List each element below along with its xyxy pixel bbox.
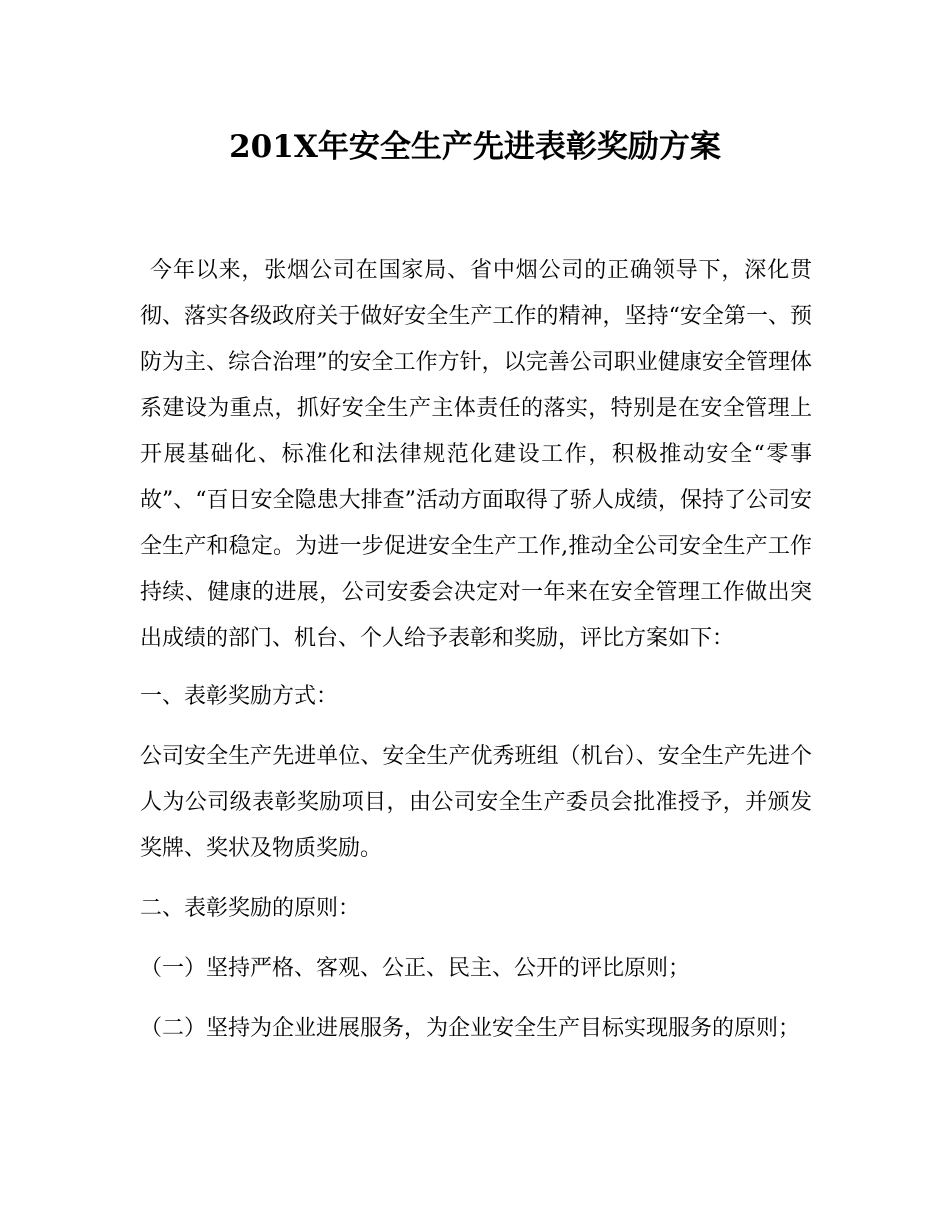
document-body <box>140 248 812 1052</box>
section-heading-award-principles: 二、表彰奖励的原则： <box>140 896 361 921</box>
intro-paragraph: 今年以来，张烟公司在国家局、省中烟公司的正确领导下，深化贯彻、落实各级政府关于做好安全生产工作的精神，坚持“安全第一、预防为主、综合治理”的安全工作方针，以完善公司职业健康安全管理体系建设为重点，抓好安全生产主体责任的落实，特别是在安全管理上开展基础化、标准化和法律规范化建设工作，积极推动安全“零事故”、“百日安全隐患大排查”活动方面取得了骄人成绩，保持了公司安全生产和稳定。为进一步促进安全生产工作,推动全公司安全生产工作持续、健康的进展，公司安委会决定对一年来在安全管理工作做出突出成绩的部门、机台、个人给予表彰和奖励，评比方案如下： <box>140 258 812 651</box>
principle-item-1: （一）坚持严格、客观、公正、民主、公开的评比原则； <box>140 956 691 981</box>
section-heading-award-method: 一、表彰奖励方式： <box>140 684 339 709</box>
principle-item-2: （二）坚持为企业进展服务，为企业安全生产目标实现服务的原则； <box>140 1016 801 1041</box>
document-title: 201X年安全生产先进表彰奖励方案 <box>229 129 721 165</box>
award-method-paragraph: 公司安全生产先进单位、安全生产优秀班组（机台）、安全生产先进个人为公司级表彰奖励项目，由公司安全生产委员会批准授予，并颁发奖牌、奖状及物质奖励。 <box>140 744 812 861</box>
